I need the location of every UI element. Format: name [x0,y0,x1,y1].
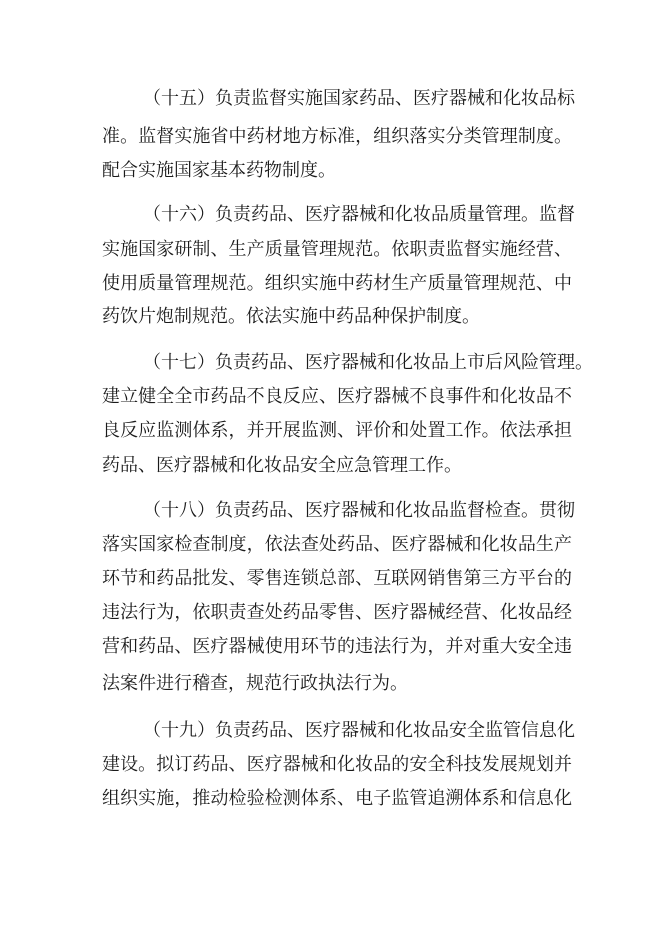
text-line: 实施国家研制、生产质量管理规范。依职责监督实施经营、 [102,239,572,260]
text-line: 药饮片炮制规范。依法实施中药品种保护制度。 [102,306,480,327]
text-line: 准。监督实施省中药材地方标准，组织落实分类管理制度。 [102,126,572,147]
text-line: 配合实施国家基本药物制度。 [102,160,336,181]
text-line: （十五）负责监督实施国家药品、医疗器械和化妆品标 [143,88,575,109]
text-line: 组织实施，推动检验检测体系、电子监管追溯体系和信息化 [102,788,572,809]
text-line: （十八）负责药品、医疗器械和化妆品监督检查。贯彻 [143,500,575,521]
text-line: 建立健全全市药品不良反应、医疗器械不良事件和化妆品不 [102,386,572,407]
text-line: 违法行为，依职责查处药品零售、医疗器械经营、化妆品经 [102,602,572,623]
text-line: 良反应监测体系，并开展监测、评价和处置工作。依法承担 [102,420,572,441]
text-line: （十六）负责药品、医疗器械和化妆品质量管理。监督 [143,204,575,225]
text-line: 使用质量管理规范。组织实施中药材生产质量管理规范、中 [102,273,572,294]
text-line: 药品、医疗器械和化妆品安全应急管理工作。 [102,455,462,476]
text-line: 营和药品、医疗器械使用环节的违法行为，并对重大安全违 [102,636,572,657]
text-line: 法案件进行稽查，规范行政执法行为。 [102,673,408,694]
text-line: 环节和药品批发、零售连锁总部、互联网销售第三方平台的 [102,568,572,589]
text-line: （十七）负责药品、医疗器械和化妆品上市后风险管理。 [143,352,593,373]
text-line: （十九）负责药品、医疗器械和化妆品安全监管信息化 [143,720,575,741]
text-line: 建设。拟订药品、医疗器械和化妆品的安全科技发展规划并 [102,754,572,775]
text-line: 落实国家检查制度，依法查处药品、医疗器械和化妆品生产 [102,534,572,555]
